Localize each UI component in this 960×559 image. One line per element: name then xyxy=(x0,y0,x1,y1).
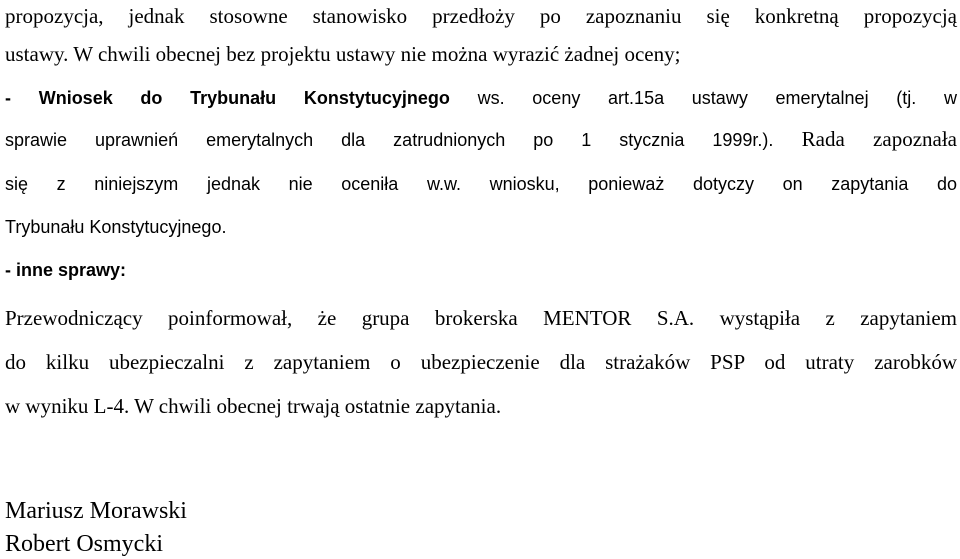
text-line-4-b: Rada zapoznała xyxy=(773,127,957,151)
text-line-5: się z niniejszym jednak nie oceniła w.w. wniosku, ponieważ dotyczy on zapytania do xyxy=(5,174,957,194)
section-heading-other-matters: - inne sprawy: xyxy=(5,260,127,280)
signature-name-2: Robert Osmycki xyxy=(5,531,163,557)
text-line-6: Trybunału Konstytucyjnego. xyxy=(5,217,227,237)
paragraph2-line-2: do kilku ubezpieczalni z zapytaniem o ubezpieczenie dla strażaków PSP od utraty zarobków xyxy=(5,350,957,374)
motion-heading-rest: ws. oceny art.15a ustawy emerytalnej (tj. w xyxy=(449,88,957,108)
text-line-4 xyxy=(5,127,957,152)
paragraph2-line-3: w wyniku L-4. W chwili obecnej trwają ostatnie zapytania. xyxy=(5,394,502,418)
text-line-2: ustawy. W chwili obecnej bez projektu ustawy nie można wyrazić żadnej oceny; xyxy=(5,42,681,66)
text-line-3 xyxy=(5,86,957,110)
motion-heading: - Wniosek do Trybunału Konstytucyjnego xyxy=(5,88,450,108)
text-line-4-a: sprawie uprawnień emerytalnych dla zatrudnionych po 1 stycznia 1999r.). xyxy=(5,130,774,150)
paragraph2-line-1: Przewodniczący poinformował, że grupa brokerska MENTOR S.A. wystąpiła z zapytaniem xyxy=(5,306,957,330)
signature-name-1: Mariusz Morawski xyxy=(5,498,187,524)
text-line-1: propozycja, jednak stosowne stanowisko przedłoży po zapoznaniu się konkretną propozycją xyxy=(5,4,957,28)
